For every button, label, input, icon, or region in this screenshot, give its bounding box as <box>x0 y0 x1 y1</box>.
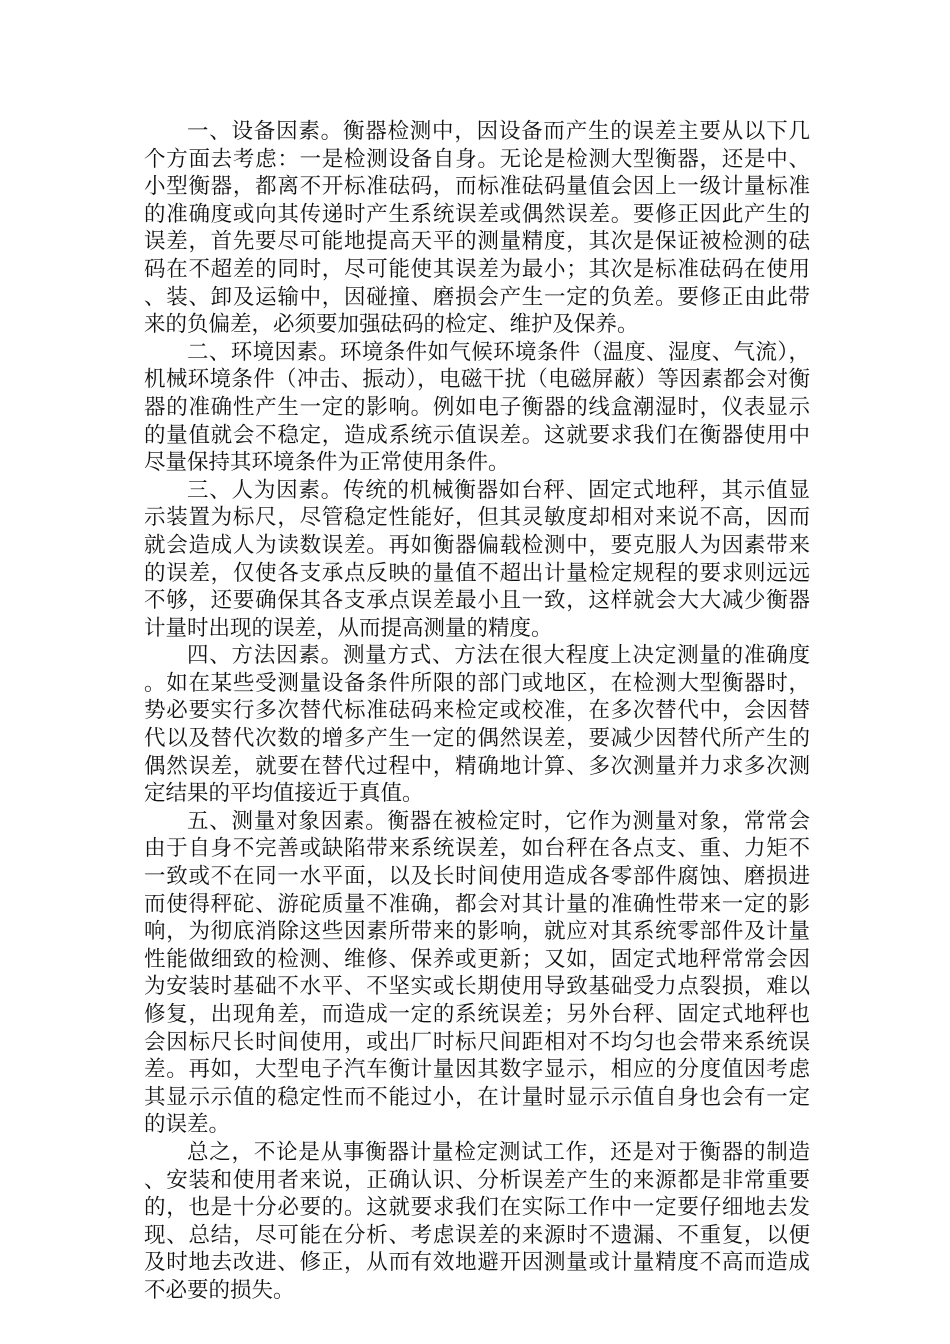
paragraph-environment-factor: 二、环境因素。环境条件如气候环境条件（温度、湿度、气流），机械环境条件（冲击、振动），电磁干扰（电磁屏蔽）等因素都会对衡器的准确性产生一定的影响。例如电子衡器的线盒潮湿时，仪表显示的量值就会不稳定，造成系统示值误差。这就要求我们在衡器使用中尽量保持其环境条件为正常使用条件。 <box>144 339 810 476</box>
paragraph-method-factor: 四、方法因素。测量方式、方法在很大程度上决定测量的准确度。如在某些受测量设备条件所限的部门或地区，在检测大型衡器时，势必要实行多次替代标准砝码来检定或校准，在多次替代中，会因替代以及替代次数的增多产生一定的偶然误差，要减少因替代所产生的偶然误差，就要在替代过程中，精确地计算、多次测量并力求多次测定结果的平均值接近于真值。 <box>144 643 810 807</box>
paragraph-measurement-object-factor: 五、测量对象因素。衡器在被检定时，它作为测量对象，常常会由于自身不完善或缺陷带来系统误差，如台秤在各点支、重、力矩不一致或不在同一水平面，以及长时间使用造成各零部件腐蚀、磨损进而使得秤砣、游砣质量不准确，都会对其计量的准确性带来一定的影响，为彻底消除这些因素所带来的影响，就应对其系统零部件及计量性能做细致的检测、维修、保养或更新；又如，固定式地秤常常会因为安装时基础不水平、不坚实或长期使用导致基础受力点裂损，难以修复，出现角差，而造成一定的系统误差；另外台秤、固定式地秤也会因标尺长时间使用，或出厂时标尺间距相对不均匀也会带来系统误差。再如，大型电子汽车衡计量因其数字显示，相应的分度值因考虑其显示示值的稳定性而不能过小，在计量时显示示值自身也会有一定的误差。 <box>144 808 810 1138</box>
document-page <box>144 118 810 1305</box>
paragraph-human-factor: 三、人为因素。传统的机械衡器如台秤、固定式地秤，其示值显示装置为标尺，尽管稳定性能好，但其灵敏度却相对来说不高，因而就会造成人为读数误差。再如衡器偏载检测中，要克服人为因素带来的误差，仅使各支承点反映的量值不超出计量检定规程的要求则远远不够，还要确保其各支承点误差最小且一致，这样就会大大减少衡器计量时出现的误差，从而提高测量的精度。 <box>144 477 810 641</box>
paragraph-conclusion: 总之，不论是从事衡器计量检定测试工作，还是对于衡器的制造、安装和使用者来说，正确认识、分析误差产生的来源都是非常重要的，也是十分必要的。这就要求我们在实际工作中一定要仔细地去发现、总结，尽可能在分析、考虑误差的来源时不遗漏、不重复，以便及时地去改进、修正，从而有效地避开因测量或计量精度不高而造成不必要的损失。 <box>144 1139 810 1303</box>
paragraph-equipment-factor: 一、设备因素。衡器检测中，因设备而产生的误差主要从以下几个方面去考虑：一是检测设备自身。无论是检测大型衡器，还是中、小型衡器，都离不开标准砝码，而标准砝码量值会因上一级计量标准的准确度或向其传递时产生系统误差或偶然误差。要修正因此产生的误差，首先要尽可能地提高天平的测量精度，其次是保证被检测的砝码在不超差的同时，尽可能使其误差为最小；其次是标准砝码在使用、装、卸及运输中，因碰撞、磨损会产生一定的负差。要修正由此带来的负偏差，必须要加强砝码的检定、维护及保养。 <box>144 119 810 338</box>
